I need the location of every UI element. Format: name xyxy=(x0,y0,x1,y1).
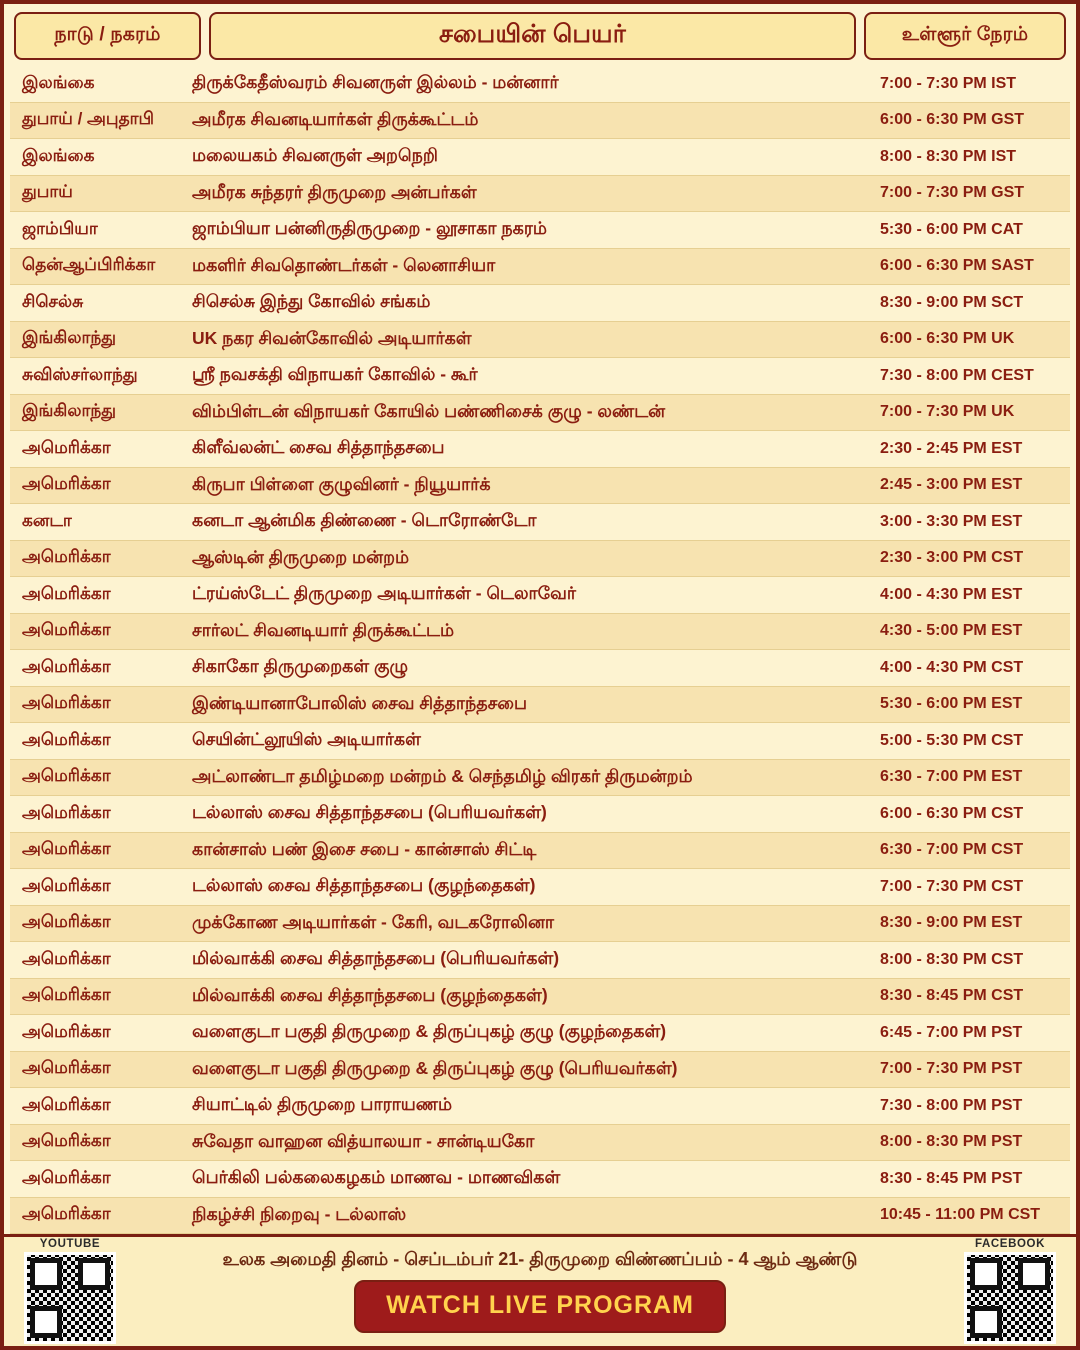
cell-sabai-name: வளைகுடா பகுதி திருமுறை & திருப்புகழ் குழு (குழந்தைகள்) xyxy=(192,1021,667,1042)
header-sabai-name: சபையின் பெயர் xyxy=(209,12,856,60)
table-row xyxy=(10,431,1070,468)
cell-country: தென்ஆப்பிரிக்கா xyxy=(22,255,156,275)
table-row xyxy=(10,541,1070,578)
table-row xyxy=(10,650,1070,687)
cell-sabai-name: கிளீவ்லன்ட் சைவ சித்தாந்தசபை xyxy=(192,437,445,458)
table-row xyxy=(10,1198,1070,1235)
cell-local-time: 10:45 - 11:00 PM CST xyxy=(880,1206,1041,1224)
cell-sabai-name: பெர்கிலி பல்கலைகழகம் மாணவ - மாணவிகள் xyxy=(192,1167,561,1188)
table-row xyxy=(10,869,1070,906)
cell-local-time: 8:00 - 8:30 PM IST xyxy=(880,147,1017,165)
cell-sabai-name: டல்லாஸ் சைவ சித்தாந்தசபை (குழந்தைகள்) xyxy=(192,875,536,896)
cell-local-time: 6:30 - 7:00 PM EST xyxy=(880,768,1023,786)
schedule-table xyxy=(4,66,1076,1234)
cell-local-time: 6:30 - 7:00 PM CST xyxy=(880,841,1024,859)
table-header xyxy=(4,4,1076,66)
cell-local-time: 7:30 - 8:00 PM CEST xyxy=(880,366,1034,384)
cell-sabai-name: மகளிர் சிவதொண்டர்கள் - லெனாசியா xyxy=(192,254,496,275)
youtube-qr-code[interactable] xyxy=(24,1252,116,1344)
table-row xyxy=(10,1125,1070,1162)
cell-country: அமெரிக்கா xyxy=(22,547,111,567)
header-local-time: உள்ளூர் நேரம் xyxy=(864,12,1066,60)
cell-local-time: 6:00 - 6:30 PM SAST xyxy=(880,257,1034,275)
cell-country: ஜாம்பியா xyxy=(22,218,98,238)
cell-local-time: 8:30 - 8:45 PM PST xyxy=(880,1169,1023,1187)
cell-country: இலங்கை xyxy=(22,145,95,165)
cell-country: இங்கிலாந்து xyxy=(22,328,116,348)
cell-sabai-name: அட்லாண்டா தமிழ்மறை மன்றம் & செந்தமிழ் விரகர் திருமன்றம் xyxy=(192,765,693,786)
table-row xyxy=(10,687,1070,724)
cell-country: அமெரிக்கா xyxy=(22,1131,111,1151)
cell-country: அமெரிக்கா xyxy=(22,839,111,859)
cell-local-time: 6:45 - 7:00 PM PST xyxy=(880,1023,1023,1041)
cell-sabai-name: அமீரக சிவனடியார்கள் திருக்கூட்டம் xyxy=(192,108,479,129)
cell-local-time: 5:30 - 6:00 PM EST xyxy=(880,695,1023,713)
table-row xyxy=(10,285,1070,322)
cell-country: சுவிஸ்சர்லாந்து xyxy=(22,364,138,384)
table-row xyxy=(10,979,1070,1016)
cell-sabai-name: மலையகம் சிவனருள் அறநெறி xyxy=(192,145,438,166)
cell-country: அமெரிக்கா xyxy=(22,912,111,932)
header-country: நாடு / நகரம் xyxy=(14,12,201,60)
cell-sabai-name: டல்லாஸ் சைவ சித்தாந்தசபை (பெரியவர்கள்) xyxy=(192,802,547,823)
table-row xyxy=(10,906,1070,943)
youtube-qr-block[interactable] xyxy=(16,1238,124,1344)
cell-sabai-name: ஸ்ரீ நவசக்தி விநாயகர் கோவில் - கூர் xyxy=(192,364,478,385)
cell-country: அமெரிக்கா xyxy=(22,474,111,494)
table-row xyxy=(10,395,1070,432)
footer-title: உலக அமைதி தினம் - செப்டம்பர் 21- திருமுறை விண்ணப்பம் - 4 ஆம் ஆண்டு xyxy=(222,1248,858,1269)
cell-country: சிசெல்சு xyxy=(22,291,84,311)
cell-sabai-name: சுவேதா வாஹன வித்யாலயா - சான்டியகோ xyxy=(192,1130,535,1151)
poster-footer xyxy=(4,1234,1076,1346)
facebook-label: FACEBOOK xyxy=(975,1237,1045,1250)
table-row xyxy=(10,176,1070,213)
cell-local-time: 4:00 - 4:30 PM EST xyxy=(880,585,1023,603)
cell-sabai-name: கான்சாஸ் பண் இசை சபை - கான்சாஸ் சிட்டி xyxy=(192,838,537,859)
cell-local-time: 7:00 - 7:30 PM UK xyxy=(880,403,1015,421)
cell-country: அமெரிக்கா xyxy=(22,620,111,640)
cell-country: அமெரிக்கா xyxy=(22,1021,111,1041)
cell-local-time: 6:00 - 6:30 PM UK xyxy=(880,330,1015,348)
cell-country: அமெரிக்கா xyxy=(22,1204,111,1224)
cell-local-time: 8:00 - 8:30 PM PST xyxy=(880,1133,1023,1151)
cell-country: அமெரிக்கா xyxy=(22,948,111,968)
watch-live-program-button[interactable]: WATCH LIVE PROGRAM xyxy=(354,1280,726,1333)
cell-sabai-name: சியாட்டில் திருமுறை பாராயணம் xyxy=(192,1094,453,1115)
table-row xyxy=(10,577,1070,614)
table-row xyxy=(10,212,1070,249)
cell-local-time: 2:30 - 3:00 PM CST xyxy=(880,549,1024,567)
cell-country: அமெரிக்கா xyxy=(22,583,111,603)
cell-country: துபாய் xyxy=(22,182,73,202)
cell-local-time: 4:00 - 4:30 PM CST xyxy=(880,658,1024,676)
cell-country: அமெரிக்கா xyxy=(22,1167,111,1187)
table-row xyxy=(10,249,1070,286)
cell-sabai-name: வளைகுடா பகுதி திருமுறை & திருப்புகழ் குழு (பெரியவர்கள்) xyxy=(192,1057,678,1078)
cell-local-time: 7:00 - 7:30 PM IST xyxy=(880,74,1017,92)
cell-sabai-name: ட்ரய்ஸ்டேட் திருமுறை அடியார்கள் - டெலாவேர் xyxy=(192,583,576,604)
facebook-qr-code[interactable] xyxy=(964,1252,1056,1344)
table-row xyxy=(10,614,1070,651)
cell-local-time: 7:30 - 8:00 PM PST xyxy=(880,1096,1023,1114)
cell-sabai-name: மில்வாக்கி சைவ சித்தாந்தசபை (குழந்தைகள்) xyxy=(192,984,548,1005)
cell-country: அமெரிக்கா xyxy=(22,729,111,749)
table-row xyxy=(10,1015,1070,1052)
cell-local-time: 2:30 - 2:45 PM EST xyxy=(880,439,1023,457)
table-row xyxy=(10,942,1070,979)
table-row xyxy=(10,103,1070,140)
cell-country: அமெரிக்கா xyxy=(22,1094,111,1114)
cell-local-time: 5:30 - 6:00 PM CAT xyxy=(880,220,1023,238)
table-row xyxy=(10,504,1070,541)
cell-local-time: 6:00 - 6:30 PM GST xyxy=(880,111,1025,129)
cell-local-time: 7:00 - 7:30 PM CST xyxy=(880,877,1024,895)
cell-country: அமெரிக்கா xyxy=(22,1058,111,1078)
cell-sabai-name: முக்கோண அடியார்கள் - கேரி, வடகரோலினா xyxy=(192,911,555,932)
cell-sabai-name: UK நகர சிவன்கோவில் அடியார்கள் xyxy=(192,327,472,348)
cell-country: அமெரிக்கா xyxy=(22,437,111,457)
footer-center xyxy=(124,1249,956,1333)
cell-local-time: 5:00 - 5:30 PM CST xyxy=(880,731,1024,749)
table-row xyxy=(10,1052,1070,1089)
cell-sabai-name: செயின்ட்லூயிஸ் அடியார்கள் xyxy=(192,729,421,750)
table-row xyxy=(10,66,1070,103)
cell-country: கனடா xyxy=(22,510,72,530)
cell-local-time: 8:30 - 8:45 PM CST xyxy=(880,987,1024,1005)
cell-local-time: 7:00 - 7:30 PM PST xyxy=(880,1060,1023,1078)
cell-local-time: 6:00 - 6:30 PM CST xyxy=(880,804,1024,822)
cell-sabai-name: விம்பிள்டன் விநாயகர் கோயில் பண்ணிசைக் குழு - லண்டன் xyxy=(192,400,666,421)
cell-sabai-name: நிகழ்ச்சி நிறைவு - டல்லாஸ் xyxy=(192,1203,407,1224)
cell-sabai-name: திருக்கேதீஸ்வரம் சிவனருள் இல்லம் - மன்னார் xyxy=(192,72,559,93)
table-row xyxy=(10,723,1070,760)
cell-country: அமெரிக்கா xyxy=(22,656,111,676)
cell-sabai-name: கனடா ஆன்மிக திண்ணை - டொரோண்டோ xyxy=(192,510,537,531)
cell-local-time: 8:30 - 9:00 PM SCT xyxy=(880,293,1024,311)
table-row xyxy=(10,139,1070,176)
table-row xyxy=(10,760,1070,797)
table-row xyxy=(10,1161,1070,1198)
cell-local-time: 3:00 - 3:30 PM EST xyxy=(880,512,1023,530)
table-row xyxy=(10,1088,1070,1125)
cell-sabai-name: கிருபா பிள்ளை குழுவினர் - நியூயார்க் xyxy=(192,473,491,494)
cell-sabai-name: மில்வாக்கி சைவ சித்தாந்தசபை (பெரியவர்கள்) xyxy=(192,948,560,969)
cell-local-time: 8:30 - 9:00 PM EST xyxy=(880,914,1023,932)
cell-country: அமெரிக்கா xyxy=(22,766,111,786)
cell-country: அமெரிக்கா xyxy=(22,875,111,895)
cell-country: அமெரிக்கா xyxy=(22,985,111,1005)
cell-local-time: 8:00 - 8:30 PM CST xyxy=(880,950,1024,968)
cell-sabai-name: சிகாகோ திருமுறைகள் குழு xyxy=(192,656,409,677)
cell-local-time: 2:45 - 3:00 PM EST xyxy=(880,476,1023,494)
cell-local-time: 7:00 - 7:30 PM GST xyxy=(880,184,1025,202)
cell-local-time: 4:30 - 5:00 PM EST xyxy=(880,622,1023,640)
table-row xyxy=(10,358,1070,395)
cell-sabai-name: சிசெல்சு இந்து கோவில் சங்கம் xyxy=(192,291,431,312)
table-row xyxy=(10,833,1070,870)
youtube-label: YOUTUBE xyxy=(39,1237,101,1250)
cell-sabai-name: அமீரக சுந்தரர் திருமுறை அன்பர்கள் xyxy=(192,181,477,202)
facebook-qr-block[interactable] xyxy=(956,1238,1064,1344)
cell-sabai-name: ஆஸ்டின் திருமுறை மன்றம் xyxy=(192,546,410,567)
cell-sabai-name: இண்டியானாபோலிஸ் சைவ சித்தாந்தசபை xyxy=(192,692,527,713)
cell-country: அமெரிக்கா xyxy=(22,693,111,713)
cell-country: அமெரிக்கா xyxy=(22,802,111,822)
cell-sabai-name: ஜாம்பியா பன்னிருதிருமுறை - லூசாகா நகரம் xyxy=(192,218,547,239)
cell-country: இலங்கை xyxy=(22,72,95,92)
table-row xyxy=(10,322,1070,359)
table-row xyxy=(10,468,1070,505)
table-row xyxy=(10,796,1070,833)
cell-country: இங்கிலாந்து xyxy=(22,401,116,421)
cell-sabai-name: சார்லட் சிவனடியார் திருக்கூட்டம் xyxy=(192,619,455,640)
cell-country: துபாய் / அபுதாபி xyxy=(22,109,155,129)
